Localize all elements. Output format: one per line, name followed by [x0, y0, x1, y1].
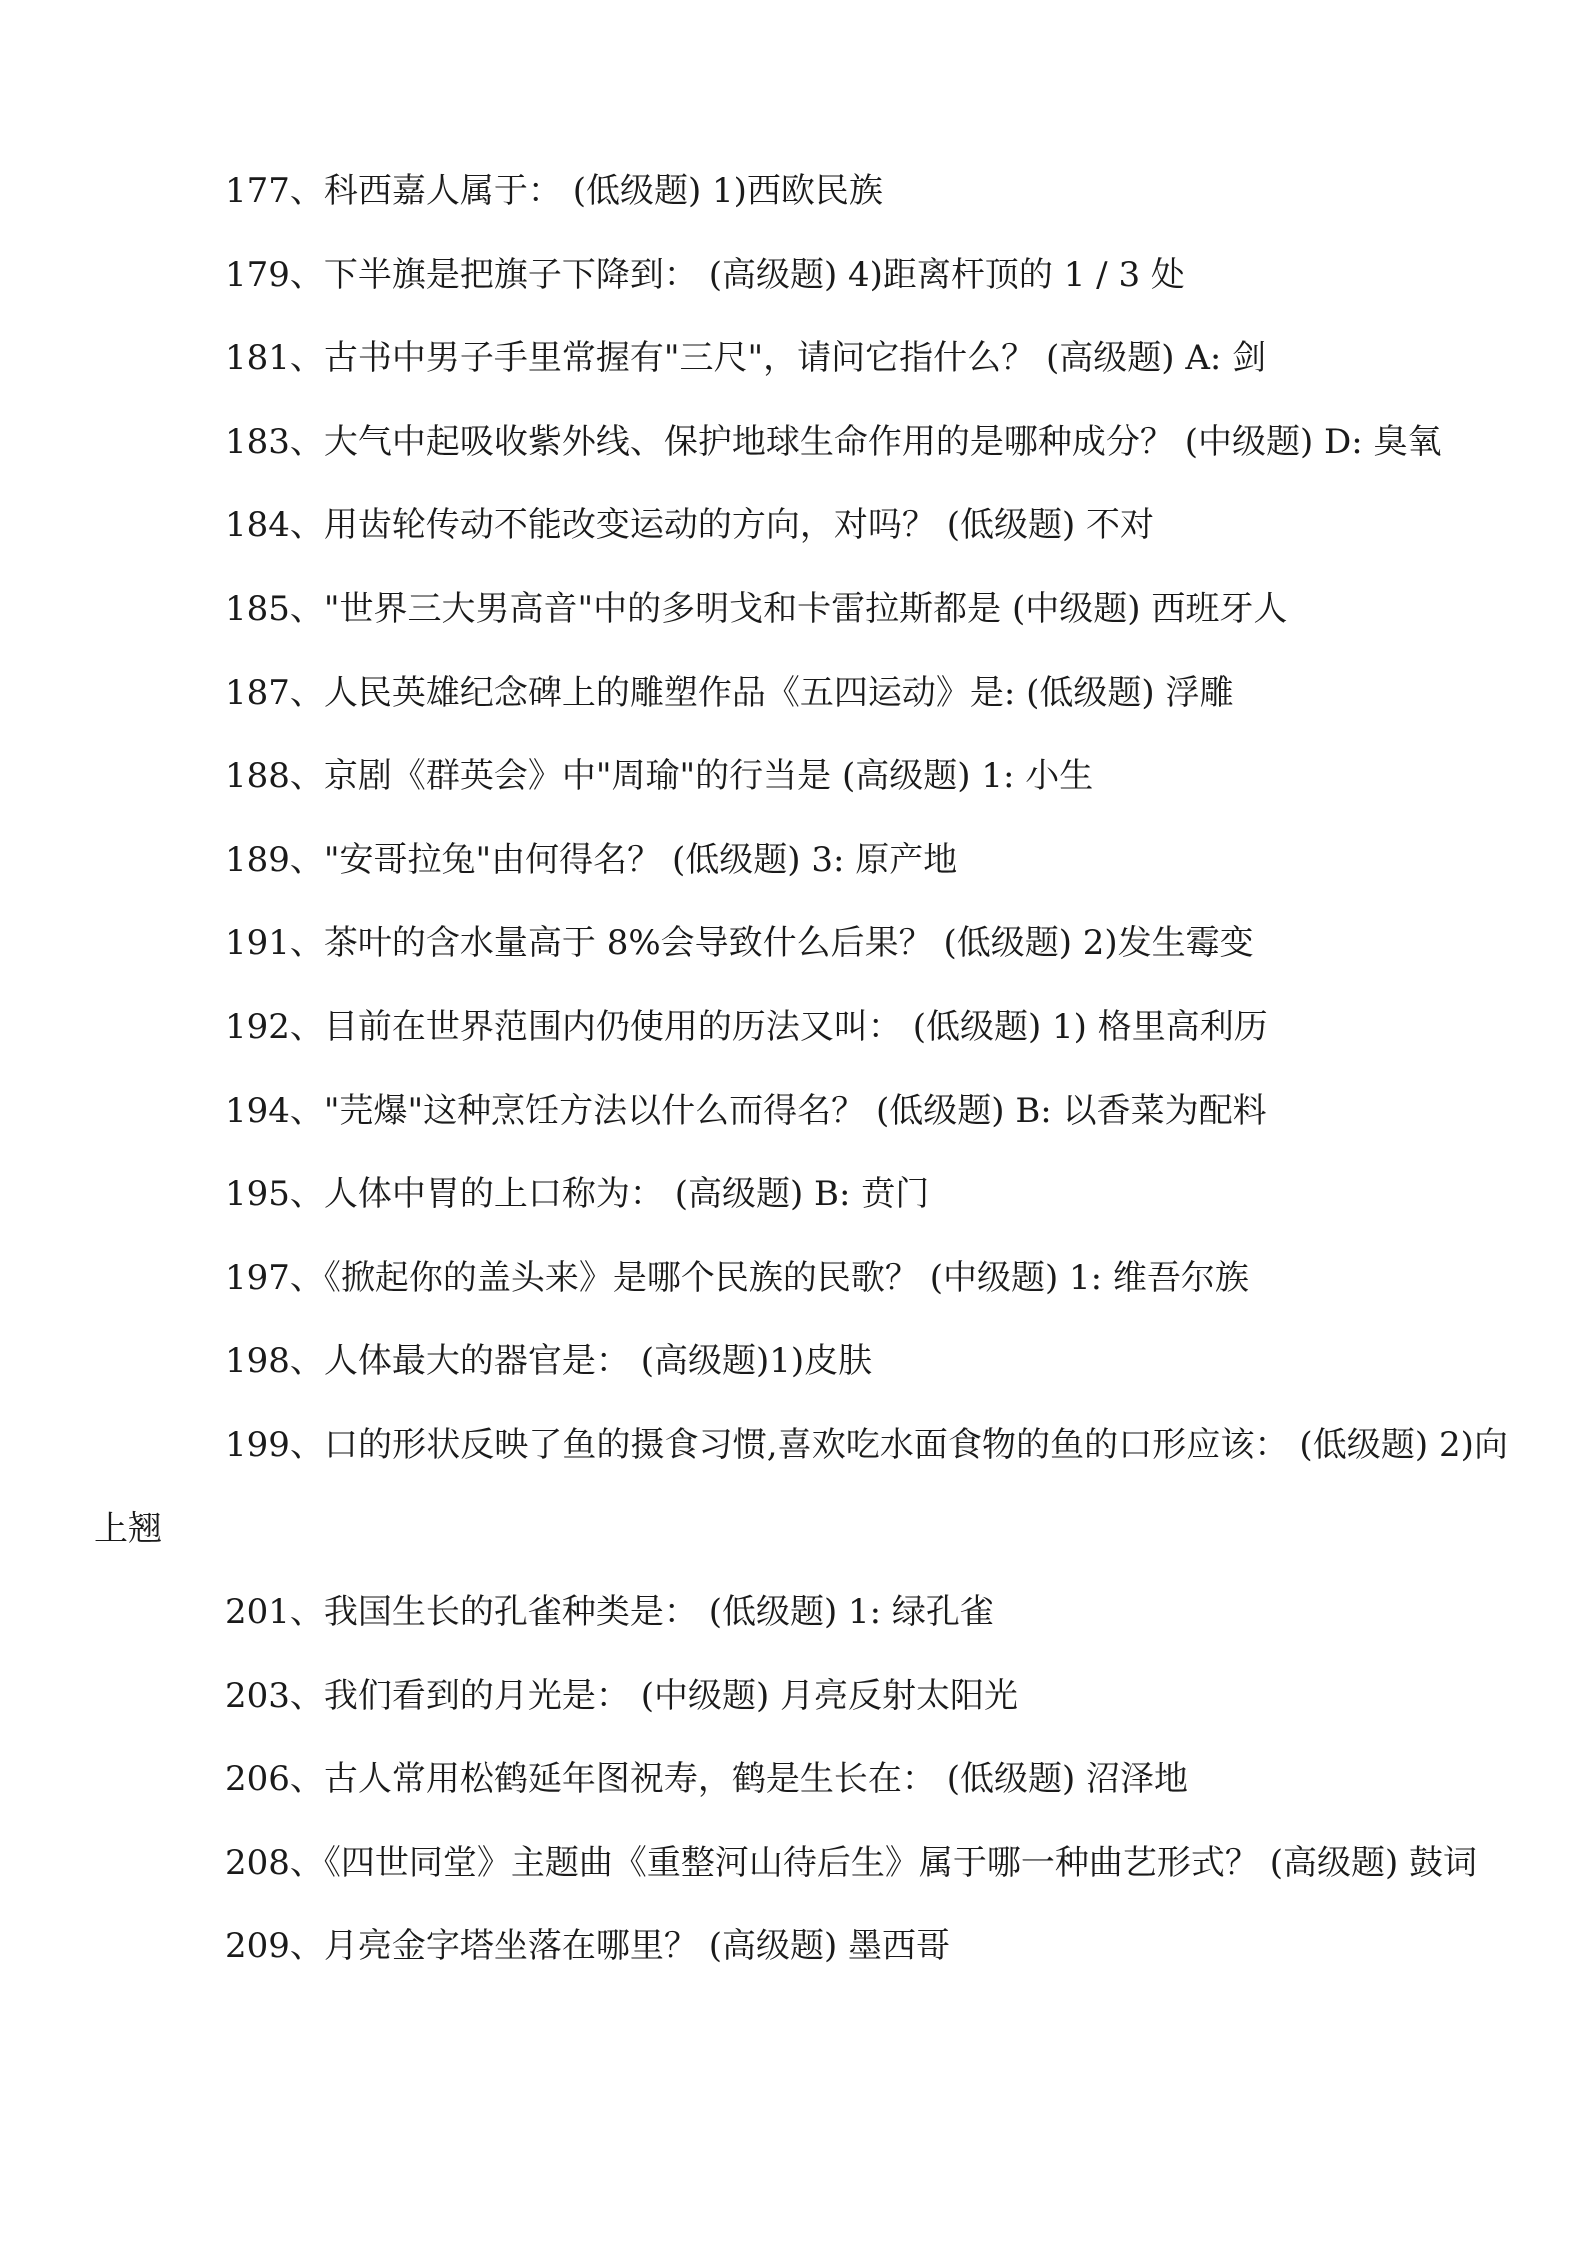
question-item-191: 191、茶叶的含水量高于 8%会导致什么后果？ (低级题) 2)发生霉变	[225, 923, 1254, 964]
question-item-194: 194、"芫爆"这种烹饪方法以什么而得名？ (低级题) B: 以香菜为配料	[225, 1090, 1267, 1131]
question-item-183: 183、大气中起吸收紫外线、保护地球生命作用的是哪种成分？ (中级题) D: 臭氧	[225, 421, 1442, 462]
question-item-206: 206、古人常用松鹤延年图祝寿，鹤是生长在： (低级题) 沼泽地	[225, 1759, 1189, 1800]
question-item-197: 197、《掀起你的盖头来》是哪个民族的民歌？ (中级题) 1: 维吾尔族	[225, 1257, 1249, 1298]
question-item-199: 199、口的形状反映了鱼的摄食习惯,喜欢吃水面食物的鱼的口形应该： (低级题) 2)向上翘	[94, 1424, 1508, 1549]
question-item-198: 198、人体最大的器官是： (高级题)1)皮肤	[225, 1341, 873, 1382]
question-item-177: 177、科西嘉人属于： (低级题) 1)西欧民族	[225, 171, 883, 211]
question-item-189: 189、"安哥拉兔"由何得名？ (低级题) 3: 原产地	[225, 839, 958, 880]
question-item-201: 201、我国生长的孔雀种类是： (低级题) 1: 绿孔雀	[225, 1592, 994, 1633]
question-item-203: 203、我们看到的月光是： (中级题) 月亮反射太阳光	[225, 1675, 1019, 1716]
question-list	[94, 150, 1508, 1989]
question-item-179: 179、下半旗是把旗子下降到： (高级题) 4)距离杆顶的 1 / 3 处	[225, 254, 1185, 295]
question-item-208: 208、《四世同堂》主题曲《重整河山待后生》属于哪一种曲艺形式？ (高级题) 鼓词	[225, 1842, 1478, 1883]
question-item-192: 192、目前在世界范围内仍使用的历法又叫： (低级题) 1) 格里高利历	[225, 1006, 1268, 1047]
question-item-187: 187、人民英雄纪念碑上的雕塑作品《五四运动》是: (低级题) 浮雕	[225, 672, 1234, 713]
question-item-181: 181、古书中男子手里常握有"三尺"，请问它指什么？ (高级题) A: 剑	[225, 338, 1267, 379]
question-item-188: 188、京剧《群英会》中"周瑜"的行当是 (高级题) 1: 小生	[225, 756, 1094, 797]
question-item-184: 184、用齿轮传动不能改变运动的方向，对吗？ (低级题) 不对	[225, 505, 1155, 546]
question-item-209: 209、月亮金字塔坐落在哪里？ (高级题) 墨西哥	[225, 1926, 951, 1967]
question-item-195: 195、人体中胃的上口称为： (高级题) B: 贲门	[225, 1174, 930, 1215]
question-item-185: 185、"世界三大男高音"中的多明戈和卡雷拉斯都是 (中级题) 西班牙人	[225, 588, 1288, 629]
